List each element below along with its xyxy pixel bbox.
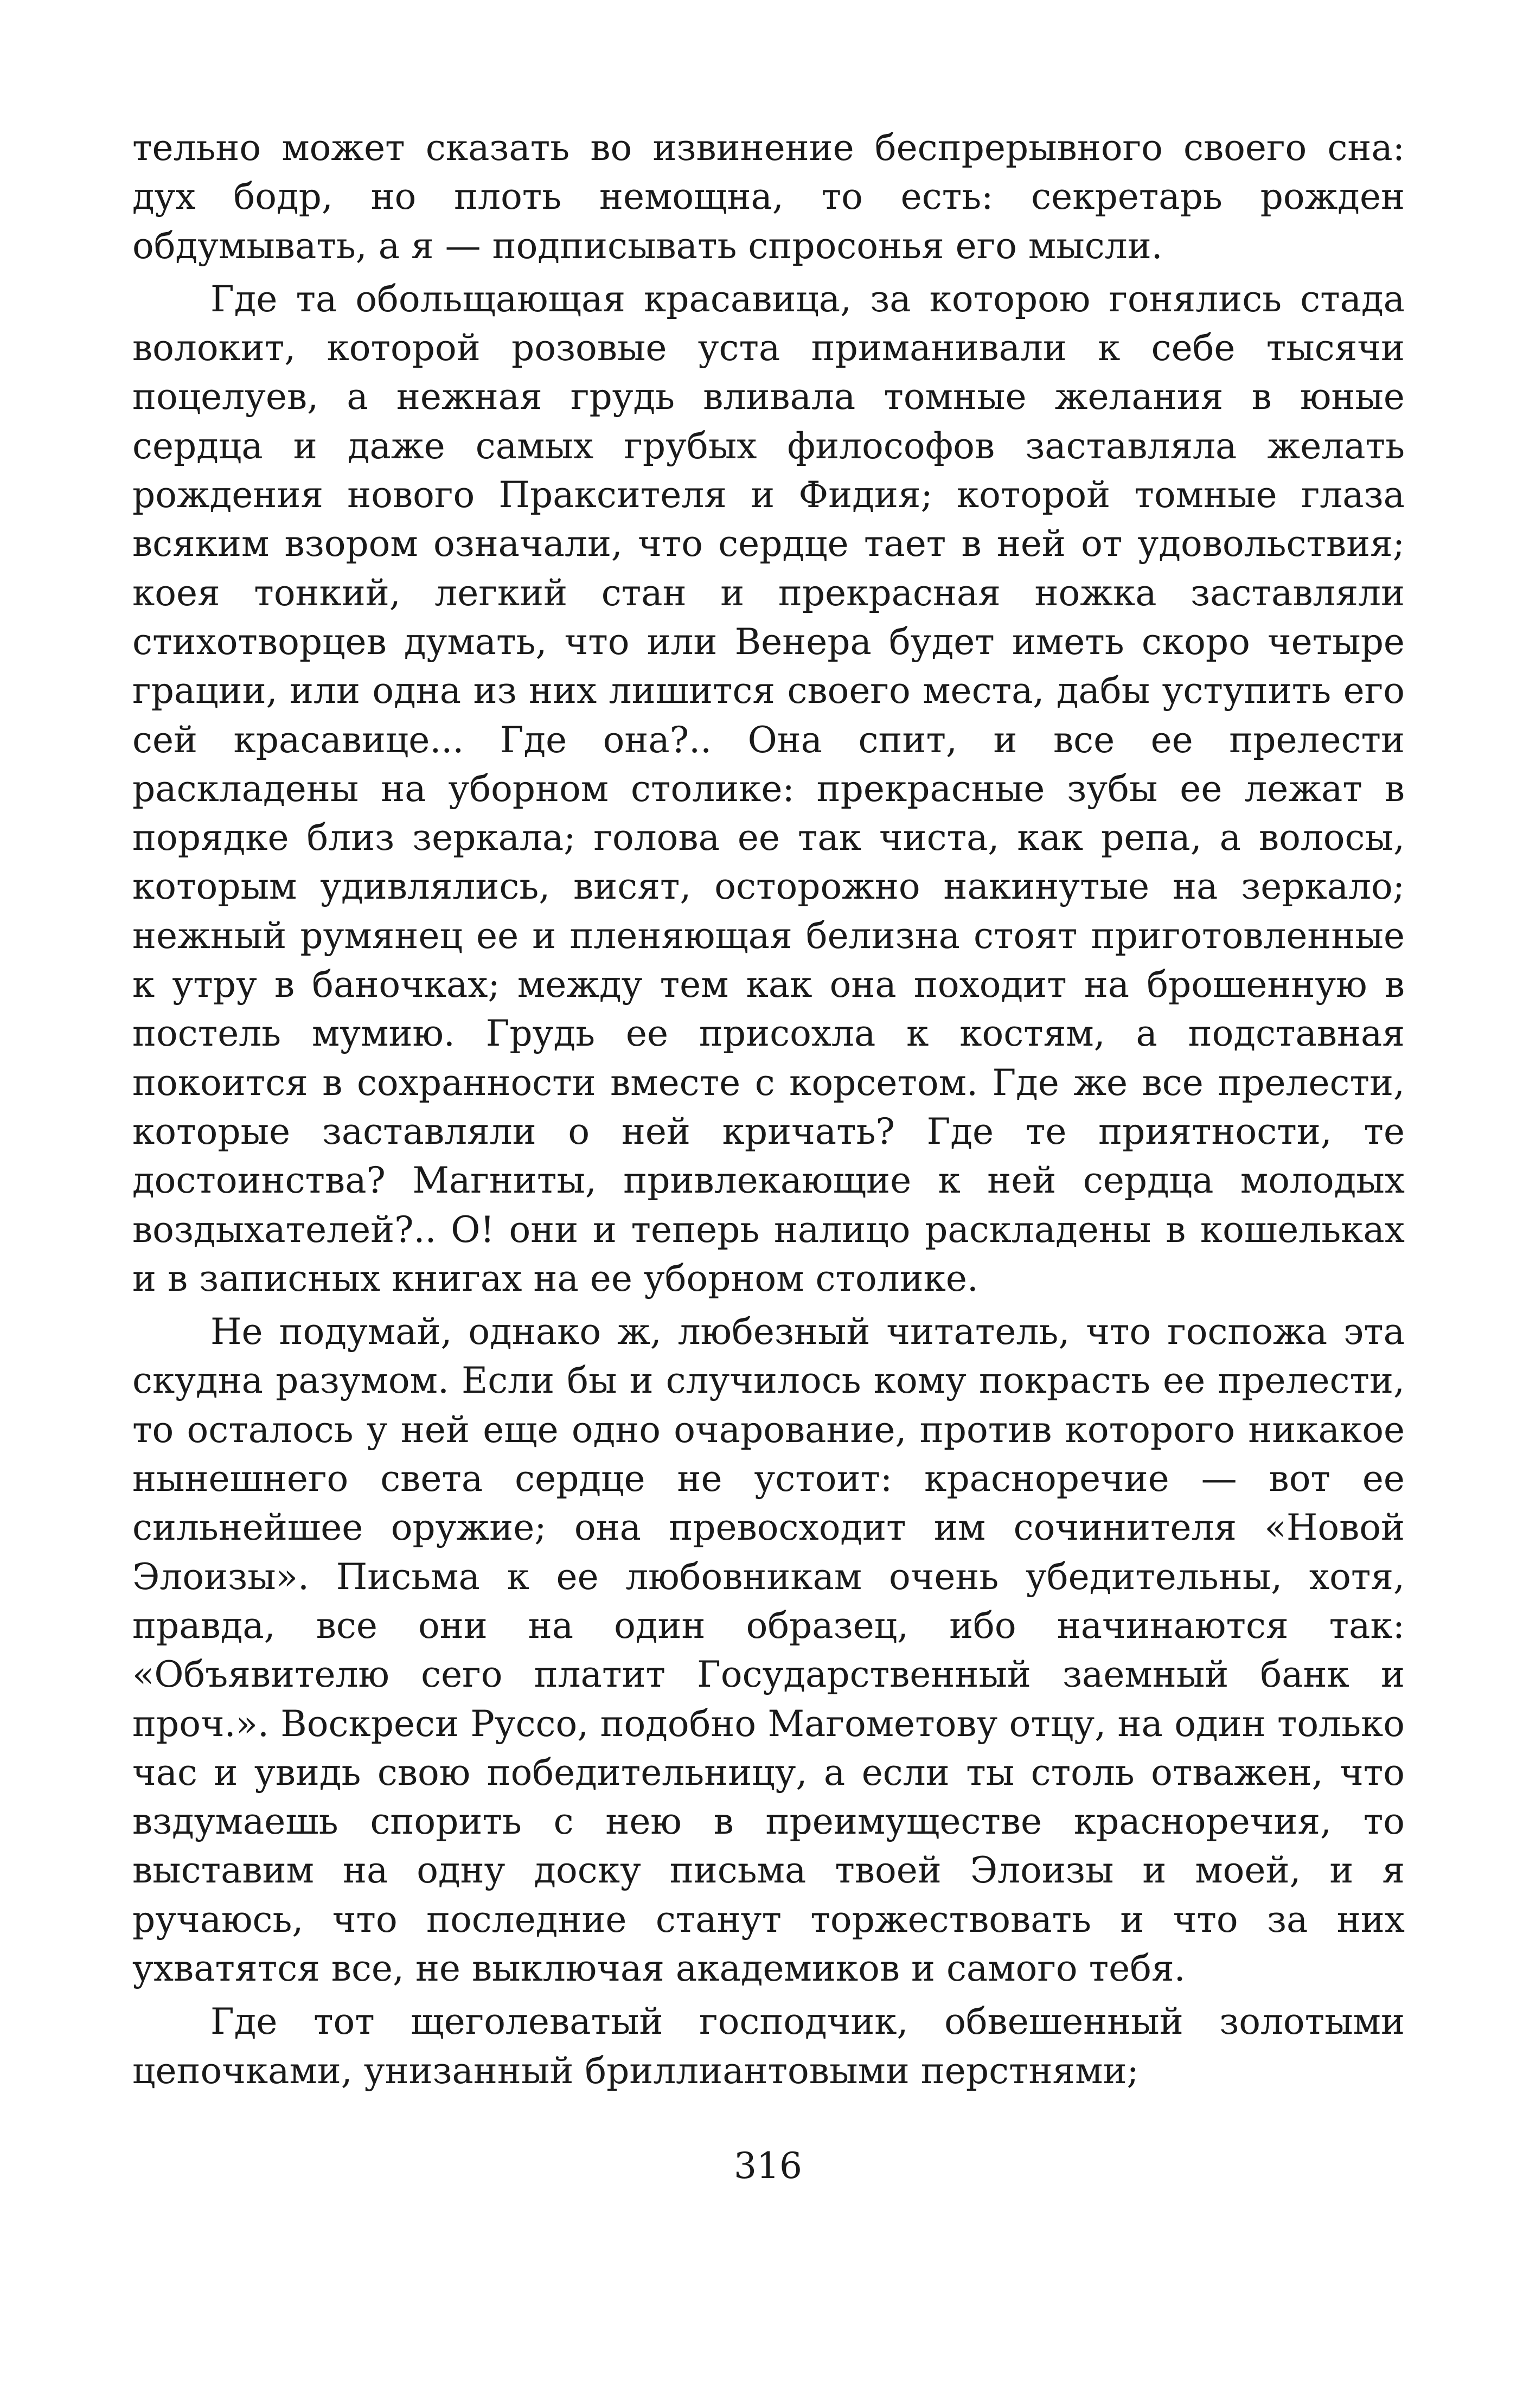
paragraph-dandy: Где тот щеголеватый господчик, обвешенный золотыми цепочками, унизанный бриллиантовыми перстнями;	[132, 2001, 1405, 2092]
paragraph-eloquence: Не подумай, однако ж, любезный читатель, что госпожа эта скудна разумом. Если бы и случилось кому покрасть ее прелести, то осталось у ней еще одно очарование, против которого никакое нынешнего света сердце не устоит: красноречие — вот ее сильнейшее оружие; она превосходит им сочинителя «Новой Элоизы». Письма к ее любовникам очень убедительны, хотя, правда, все они на один образец, ибо начинаются так: «Объявителю сего платит Государственный заемный банк и проч.». Воскреси Руссо, подобно Магометову отцу, на один только час и увидь свою победительницу, а если ты столь отважен, что вздумаешь спорить с нею в преимуществе красноречия, то выставим на одну доску письма твоей Элоизы и моей, и я ручаюсь, что последние станут торжествовать и что за них ухватятся все, не выключая академиков и самого тебя.	[132, 1311, 1405, 1989]
paragraph-beauty: Где та обольщающая красавица, за которою гонялись стада волокит, которой розовые уста приманивали к себе тысячи поцелуев, а нежная грудь вливала томные желания в юные сердца и даже самых грубых философов заставляла желать рождения нового Праксителя и Фидия; которой томные глаза всяким взором означали, что сердце тает в ней от удовольствия; коея тонкий, легкий стан и прекрасная ножка заставляли стихотворцев думать, что или Венера будет иметь скоро четыре грации, или одна из них лишится своего места, дабы уступить его сей красавице... Где она?.. Она спит, и все ее прелести раскладены на уборном столике: прекрасные зубы ее лежат в порядке близ зеркала; голова ее так чиста, как репа, а волосы, которым удивлялись, висят, осторожно накинутые на зеркало; нежный румянец ее и пленяющая белизна стоят приготовленные к утру в баночках; между тем как она походит на брошенную в постель мумию. Грудь ее присохла к костям, а подставная покоится в сохранности вместе с корсетом. Где же все прелести, которые заставляли о ней кричать? Где те приятности, те достоинства? Магниты, привлекающие к ней сердца молодых воздыхателей?.. О! они и теперь налицо раскладены в кошельках и в записных книгах на ее уборном столике.	[132, 278, 1405, 1299]
page-number: 316	[734, 2145, 802, 2187]
page-body	[132, 124, 1405, 2096]
paragraph-continuation: тельно может сказать во извинение беспрерывного своего сна: дух бодр, но плоть немощна, то есть: секретарь рожден обдумывать, а я — подписывать спросонья его мысли.	[132, 127, 1405, 267]
